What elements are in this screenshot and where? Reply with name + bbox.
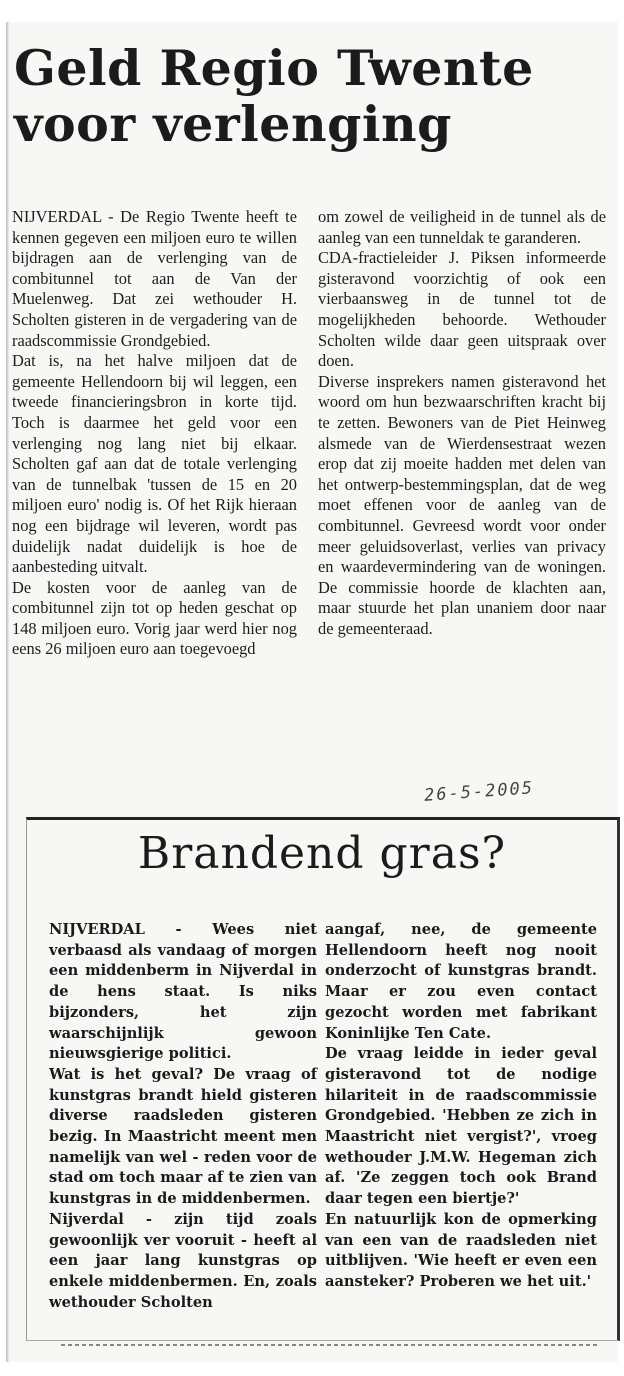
boxed-article-headline: Brandend gras? <box>137 828 507 879</box>
boxed-article <box>26 817 620 1341</box>
article-body <box>12 207 610 797</box>
paragraph: NIJVERDAL - De Regio Twente heeft te kennen gegeven een miljoen euro te willen bijdragen aan de verlenging van de combitunnel tot aan de Van der Muelenweg. Dat zei wethouder H. Scholten gisteren in de vergadering van de raadscommissie Grondgebied. <box>12 207 297 350</box>
paragraph: om zowel de veiligheid in de tunnel als de aanleg van een tunneldak te garanderen. <box>318 207 606 247</box>
paragraph: CDA-fractieleider J. Piksen informeerde gisteravond voorzichtig of ook een vierbaansweg in de tunnel tot de mogelijkheden behoorde. Wethouder Scholten wilde daar geen uitspraak over doen. <box>318 248 606 371</box>
boxed-right-column <box>325 920 597 1293</box>
article-headline: Geld Regio Twente voor verlenging <box>14 39 534 153</box>
paragraph: aangaf, nee, de gemeente Hellendoorn heeft nog nooit onderzocht of kunstgras brandt. Maar er zou even contact gezocht worden met fabrikant Koninlijke Ten Cate. <box>325 921 597 1042</box>
paragraph: Dat is, na het halve miljoen dat de gemeente Hellendoorn bij wil leggen, een tweede financieringsbron in korte tijd. Toch is daarmee het geld voor een verlenging nog lang niet bij elkaar. Scholten gaf aan dat de totale verlenging van de tunnelbak 'tussen de 15 en 20 miljoen euro' nodig is. Of het Rijk hieraan nog een bijdrage wil leveren, wordt pas duidelijk nadat duidelijk is hoe de aanbesteding uitvalt. <box>12 351 297 577</box>
paragraph: De vraag leidde in ieder geval gisteravond tot de nodige hilariteit in de raadscommissie Grondgebied. 'Hebben ze zich in Maastricht niet vergist?', vroeg wethouder J.M.W. Hegeman zich af. 'Ze zeggen toch ook Brand daar tegen een biertje?' <box>325 1045 597 1208</box>
paragraph: De kosten voor de aanleg van de combitunnel zijn tot op heden geschat op 148 miljoen euro. Vorig jaar werd hier nog eens 26 miljoen euro aan toegevoegd <box>12 577 297 659</box>
paragraph: En natuurlijk kon de opmerking van een van de raadsleden niet uitblijven. 'Wie heeft er even een aansteker? Proberen we het uit.' <box>325 1210 597 1290</box>
paragraph: Nijverdal - zijn tijd zoals gewoonlijk ver vooruit - heeft al een jaar lang kunstgras op enkele middenbermen. En, zoals wethouder Scholten <box>49 1210 317 1311</box>
newspaper-clipping <box>6 22 618 1362</box>
cut-line <box>61 1344 598 1346</box>
clipping-edge <box>6 22 9 1362</box>
handwritten-date: 26-5-2005 <box>423 778 535 806</box>
boxed-left-column <box>49 920 317 1313</box>
paragraph: Diverse insprekers namen gisteravond het woord om hun bezwaarschriften kracht bij te zetten. Bewoners van de Piet Heinweg alsmede van de Wierdensestraat wezen erop dat zij moeite hadden met delen van het ontwerp-bestemmingsplan, dat de weg moet effenen voor de aanleg van de combitunnel. Gevreesd wordt voor onder meer geluidsoverlast, verlies van privacy en waardevermindering van de woningen. De commissie hoorde de klachten aan, maar stuurde het plan unaniem door naar de gemeenteraad. <box>318 371 606 638</box>
article-left-column <box>12 207 297 660</box>
paragraph: NIJVERDAL - Wees niet verbaasd als vandaag of morgen een middenberm in Nijverdal in de hens staat. Is niks bijzonders, het zijn waarschijnlijk gewoon nieuwsgierige politici. <box>49 921 317 1063</box>
article-right-column <box>318 207 606 639</box>
paragraph: Wat is het geval? De vraag of kunstgras brandt hield gisteren diverse raadsleden gisteren bezig. In Maastricht meent men namelijk van wel - reden voor de stad om toch maar af te zien van kunstgras in de middenbermen. <box>49 1065 317 1208</box>
